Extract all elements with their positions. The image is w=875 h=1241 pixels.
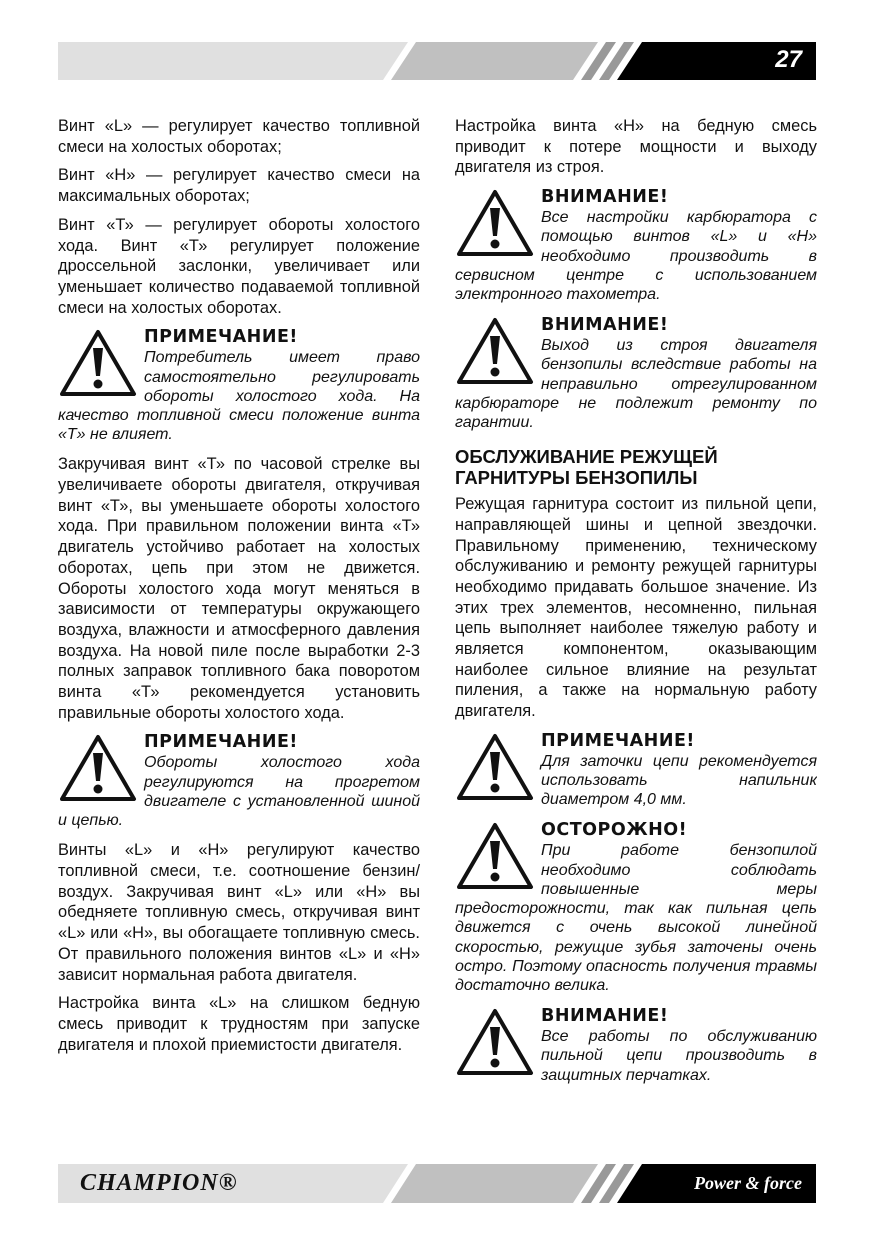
note-title: ВНИМАНИЕ! [541,315,669,336]
header-bar [58,42,816,80]
note-text: Обороты холостого хода регулируются на прогретом двигателе с установленной шиной и цепью. [58,754,420,830]
paragraph: Закручивая винт «Т» по часовой стрелке вы увеличиваете обороты двигателя, откручивая винт «Т», вы уменьшаете обороты холостого хода. При правильном положении винта «Т» двигатель устойчиво работает на холостых оборотах, цепь при этом не движется. Обороты холостого хода могут меняться в зависимости от температуры окружающего воздуха, влажности и атмосферного давления воздуха. На новой пиле после выработки 2-3 полных заправок топливного бака поворотом винта «Т» рекомендуется установить правильные обороты холостого хода. [58,455,420,722]
right-column [455,116,817,1095]
warning-triangle-icon [455,821,535,891]
note-text: Для заточки цепи рекомендуется использовать напильник диаметром 4,0 мм. [541,752,817,809]
paragraph: Настройка винта «Н» на бедную смесь приводит к потере мощности и выходу двигателя из строя. [455,117,817,177]
slogan: Power & force [694,1173,802,1193]
note-box [455,730,817,810]
note-box [455,819,817,995]
note-title: ВНИМАНИЕ! [541,187,669,208]
paragraph: Винты «L» и «Н» регулируют качество топливной смеси, т.е. соотношение бензин/воздух. Закручивая винт «L» или «Н» вы обедняете топливную смесь, откручивая винт «L» или «Н», вы обогащаете топливную смесь. От правильного положения винтов «L» и «Н» зависит нормальная работа двигателя. [58,841,420,984]
warning-triangle-icon [455,316,535,386]
note-text: При работе бензопилой необходимо соблюдать повышенные меры предосторожности, так как пильная цепь движется с очень высокой линейной скоростью, режущие зубья заточены очень остро. Поэтому опасность получения травмы достаточно велика. [455,842,817,994]
paragraph: Настройка винта «L» на слишком бедную смесь приводит к трудностям при запуске двигателя и плохой приемистости двигателя. [58,994,420,1054]
note-text: Потребитель имеет право самостоятельно регулировать обороты холостого хода. На качество топливной смеси положение винта «Т» не влияет. [58,349,420,444]
champion-logo: CHAMPION® [80,1170,238,1196]
section-heading: ОБСЛУЖИВАНИЕ РЕЖУЩЕЙ ГАРНИТУРЫ БЕНЗОПИЛЫ [455,446,718,489]
note-title: ОСТОРОЖНО! [541,820,688,841]
warning-triangle-icon [455,188,535,258]
left-column [58,116,420,1063]
warning-triangle-icon [58,328,138,398]
page-number: 27 [775,46,802,73]
note-box [455,314,817,432]
warning-triangle-icon [455,1007,535,1077]
note-title: ВНИМАНИЕ! [541,1006,669,1027]
warning-triangle-icon [58,733,138,803]
note-text: Все работы по обслуживанию пильной цепи производить в защитных перчатках. [541,1028,817,1084]
paragraph: Винт «Н» — регулирует качество смеси на максимальных оборотах; [58,166,420,206]
note-title: ПРИМЕЧАНИЕ! [144,732,298,753]
note-box [58,731,420,830]
footer-bar [58,1164,816,1203]
note-box [455,1005,817,1085]
note-title: ПРИМЕЧАНИЕ! [144,327,298,348]
note-text: Выход из строя двигателя бензопилы вследствие работы на неправильно отрегулированном карбюраторе не подлежит ремонту по гарантии. [455,337,817,431]
note-text: Все настройки карбюратора с помощью винтов «L» и «Н» необходимо производить в сервисном центре с использованием электронного тахометра. [455,209,817,303]
paragraph: Винт «L» — регулирует качество топливной смеси на холостых оборотах; [58,117,420,156]
note-title: ПРИМЕЧАНИЕ! [541,730,695,751]
warning-triangle-icon [455,732,535,802]
note-box [58,326,420,444]
paragraph: Режущая гарнитура состоит из пильной цепи, направляющей шины и цепной звездочки. Правильному применению, техническому обслуживанию и ремонту режущей гарнитуры необходимо придавать большое значение. Из этих трех элементов, несомненно, пильная цепь выполняет наиболее тяжелую работу и является компонентом, оказывающим наиболее сильное влияние на результат пиления, а также на нормальную работу двигателя. [455,495,817,721]
paragraph: Винт «Т» — регулирует обороты холостого хода. Винт «Т» регулирует положение дроссельной заслонки, увеличивает или уменьшает количество подаваемой топливной смеси на холостых оборотах. [58,215,420,317]
note-box [455,186,817,304]
